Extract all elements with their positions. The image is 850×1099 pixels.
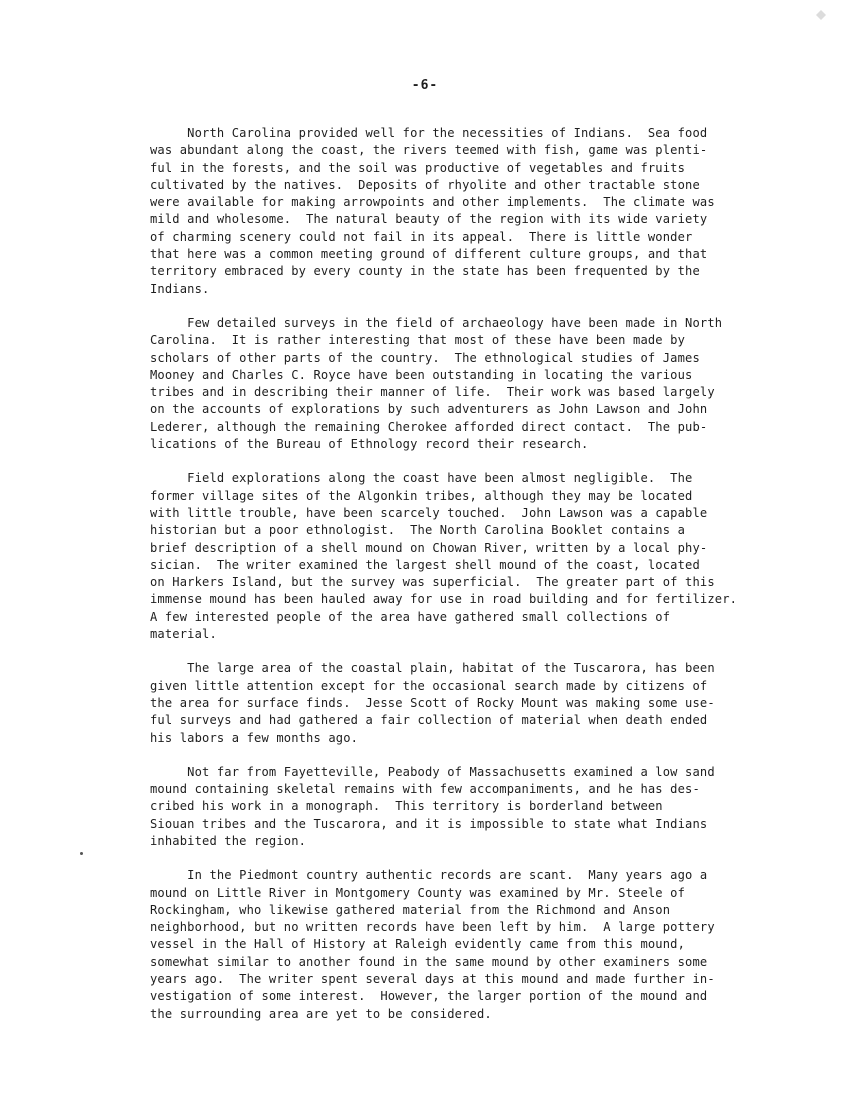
text-line: the surrounding area are yet to be considered. xyxy=(150,1006,492,1021)
text-line: brief description of a shell mound on Chowan River, written by a local phy- xyxy=(150,540,708,555)
paragraph xyxy=(150,470,850,643)
paragraph xyxy=(150,764,850,850)
text-line: territory embraced by every county in the state has been frequented by the xyxy=(150,264,700,279)
text-line: scholars of other parts of the country. The ethnological studies of James xyxy=(150,350,700,365)
page-number: -6- xyxy=(411,78,439,93)
text-line: on Harkers Island, but the survey was superficial. The greater part of this xyxy=(150,575,715,590)
text-line: Carolina. It is rather interesting that most of these have been made by xyxy=(150,333,686,348)
text-line: former village sites of the Algonkin tribes, although they may be located xyxy=(150,488,693,503)
document-body xyxy=(150,125,850,1040)
text-line: Indians. xyxy=(150,281,210,296)
text-line: Rockingham, who likewise gathered material from the Richmond and Anson xyxy=(150,902,671,917)
text-line: tribes and in describing their manner of life. Their work was based largely xyxy=(150,385,715,400)
text-line: Siouan tribes and the Tuscarora, and it is impossible to state what Indians xyxy=(150,816,708,831)
text-line: his labors a few months ago. xyxy=(150,730,359,745)
text-line: neighborhood, but no written records have been left by him. A large pottery xyxy=(150,920,715,935)
paragraph xyxy=(150,867,850,1023)
text-line: vestigation of some interest. However, the larger portion of the mound and xyxy=(150,989,708,1004)
corner-mark-icon xyxy=(814,8,828,22)
text-line: North Carolina provided well for the necessities of Indians. Sea food xyxy=(150,126,708,140)
text-line: Not far from Fayetteville, Peabody of Massachusetts examined a low sand xyxy=(150,764,715,779)
text-line: that here was a common meeting ground of different culture groups, and that xyxy=(150,247,708,262)
text-line: vessel in the Hall of History at Raleigh evidently came from this mound, xyxy=(150,937,686,952)
text-line: mound on Little River in Montgomery County was examined by Mr. Steele of xyxy=(150,885,686,900)
text-line: Lederer, although the remaining Cherokee afforded direct contact. The pub- xyxy=(150,419,708,434)
text-line: mild and wholesome. The natural beauty of the region with its wide variety xyxy=(150,212,708,227)
text-line: Mooney and Charles C. Royce have been outstanding in locating the various xyxy=(150,367,693,382)
text-line: cultivated by the natives. Deposits of rhyolite and other tractable stone xyxy=(150,177,700,192)
text-line: Field explorations along the coast have been almost negligible. The xyxy=(150,471,693,486)
text-line: sician. The writer examined the largest shell mound of the coast, located xyxy=(150,557,700,572)
text-line: The large area of the coastal plain, habitat of the Tuscarora, has been xyxy=(150,661,715,676)
text-line: the area for surface finds. Jesse Scott of Rocky Mount was making some use- xyxy=(150,695,715,710)
text-line: mound containing skeletal remains with few accompaniments, and he has des- xyxy=(150,782,700,797)
margin-mark xyxy=(80,852,83,855)
paragraph xyxy=(150,125,850,298)
text-line: cribed his work in a monograph. This territory is borderland between xyxy=(150,799,663,814)
text-line: given little attention except for the occasional search made by citizens of xyxy=(150,678,708,693)
text-line: historian but a poor ethnologist. The North Carolina Booklet contains a xyxy=(150,523,686,538)
text-line: immense mound has been hauled away for use in road building and for fertilizer. xyxy=(150,592,738,607)
text-line: with little trouble, have been scarcely touched. John Lawson was a capable xyxy=(150,505,708,520)
text-line: Few detailed surveys in the field of archaeology have been made in North xyxy=(150,315,723,330)
text-line: lications of the Bureau of Ethnology record their research. xyxy=(150,437,589,452)
text-line: material. xyxy=(150,627,217,642)
text-line: years ago. The writer spent several days at this mound and made further in- xyxy=(150,972,715,987)
paragraph xyxy=(150,660,850,746)
paragraph xyxy=(150,315,850,453)
text-line: A few interested people of the area have gathered small collections of xyxy=(150,609,671,624)
text-line: inhabited the region. xyxy=(150,833,307,848)
text-line: on the accounts of explorations by such adventurers as John Lawson and John xyxy=(150,402,708,417)
text-line: ful surveys and had gathered a fair collection of material when death ended xyxy=(150,713,708,728)
text-line: were available for making arrowpoints and other implements. The climate was xyxy=(150,195,715,210)
text-line: In the Piedmont country authentic records are scant. Many years ago a xyxy=(150,868,708,883)
text-line: of charming scenery could not fail in its appeal. There is little wonder xyxy=(150,229,693,244)
text-line: ful in the forests, and the soil was productive of vegetables and fruits xyxy=(150,160,686,175)
text-line: was abundant along the coast, the rivers teemed with fish, game was plenti- xyxy=(150,143,708,158)
text-line: somewhat similar to another found in the same mound by other examiners some xyxy=(150,954,708,969)
